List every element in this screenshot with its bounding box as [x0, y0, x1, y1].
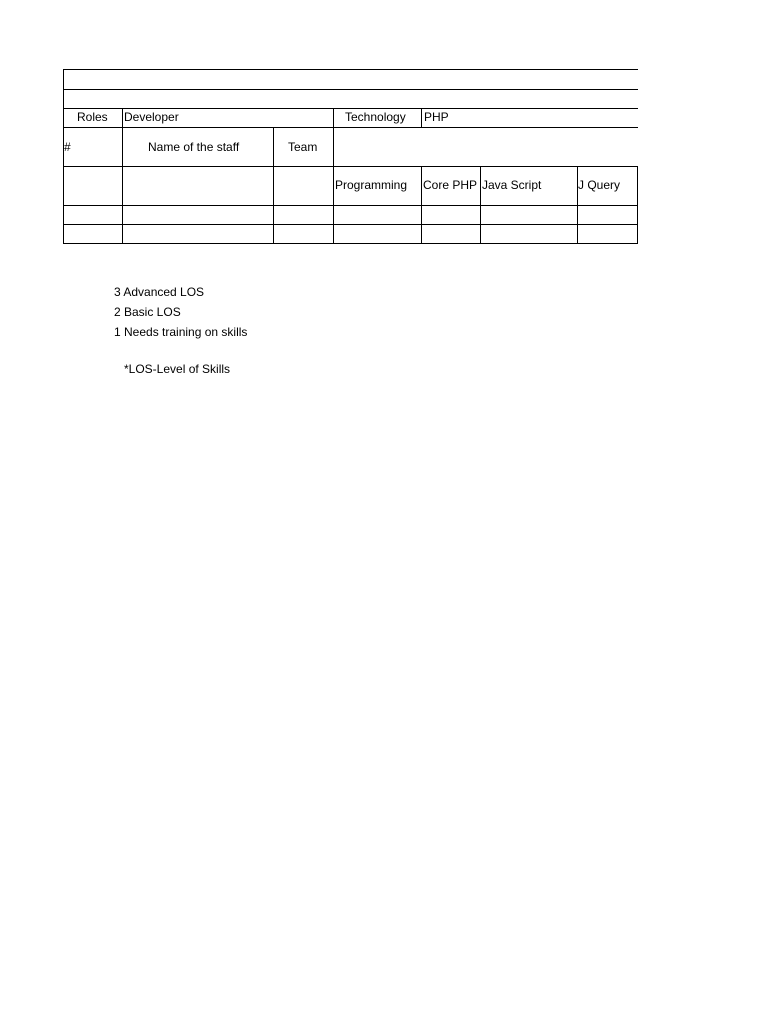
table-line [63, 69, 64, 244]
table-line [63, 205, 638, 206]
table-line [421, 166, 422, 244]
table-line [637, 166, 638, 244]
header-name-of-staff: Name of the staff [148, 140, 240, 154]
los-note: *LOS-Level of Skills [124, 362, 231, 376]
legend-item: 3 Advanced LOS [114, 285, 205, 299]
table-line [273, 127, 274, 244]
table-line [122, 108, 123, 244]
technology-value: PHP [424, 110, 449, 124]
table-line [63, 243, 638, 244]
table-line [63, 127, 638, 128]
skill-header-core-php: Core PHP [423, 178, 478, 192]
table-line [63, 89, 638, 90]
legend-item: 2 Basic LOS [114, 305, 181, 319]
roles-label: Roles [77, 110, 108, 124]
table-line [333, 108, 334, 244]
table-line [63, 69, 638, 70]
table-line [63, 224, 638, 225]
table-line [63, 166, 638, 167]
header-team: Team [288, 140, 318, 154]
table-line [421, 108, 422, 128]
legend-item: 1 Needs training on skills [114, 325, 248, 339]
table-line [63, 108, 638, 109]
los-legend [114, 282, 247, 342]
technology-label: Technology [345, 110, 406, 124]
skill-header-java-script: Java Script [482, 178, 542, 192]
roles-value: Developer [124, 110, 179, 124]
header-number: # [64, 140, 71, 154]
skill-header-programming: Programming [335, 178, 408, 192]
table-line [480, 166, 481, 244]
skill-header-j-query: J Query [578, 178, 621, 192]
